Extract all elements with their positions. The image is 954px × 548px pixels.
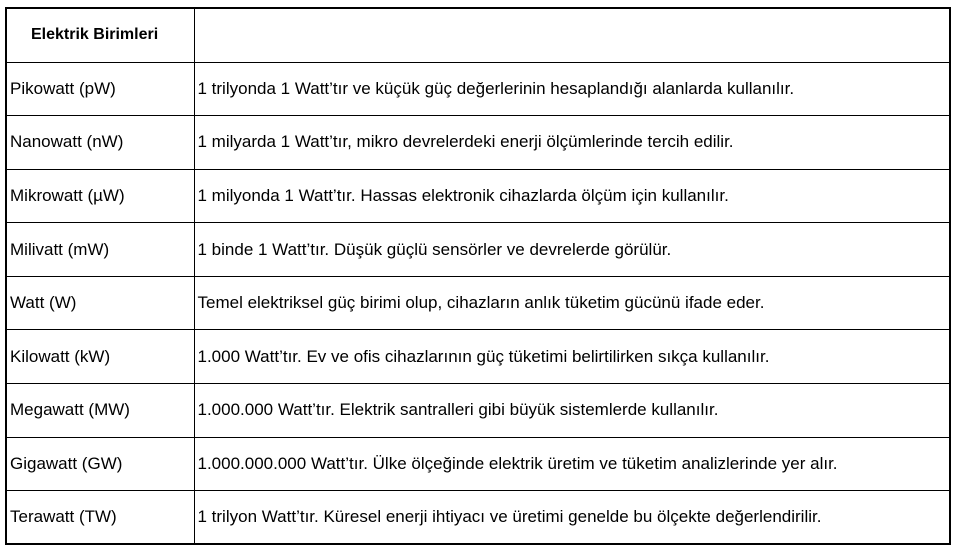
table-row [6,223,950,277]
description-cell: 1.000.000.000 Watt’tır. Ülke ölçeğinde elektrik üretim ve tüketim analizlerinde yer alır. [194,437,950,491]
description-cell: 1 binde 1 Watt’tır. Düşük güçlü sensörler ve devrelerde görülür. [194,223,950,277]
description-cell: 1.000.000 Watt’tır. Elektrik santralleri gibi büyük sistemlerde kullanılır. [194,384,950,438]
electric-units-table [5,7,951,545]
unit-cell: Gigawatt (GW) [6,437,194,491]
table-row [6,276,950,330]
unit-cell: Megawatt (MW) [6,384,194,438]
description-cell: 1.000 Watt’tır. Ev ve ofis cihazlarının güç tüketimi belirtilirken sıkça kullanılır. [194,330,950,384]
description-cell: 1 trilyonda 1 Watt’tır ve küçük güç değerlerinin hesaplandığı alanlarda kullanılır. [194,62,950,116]
table-row [6,169,950,223]
table-row [6,116,950,170]
description-cell: 1 milyonda 1 Watt’tır. Hassas elektronik cihazlarda ölçüm için kullanılır. [194,169,950,223]
unit-cell: Milivatt (mW) [6,223,194,277]
electric-units-table-container [5,7,949,545]
unit-cell: Kilowatt (kW) [6,330,194,384]
table-header-row [6,8,950,62]
table-row [6,384,950,438]
unit-cell: Pikowatt (pW) [6,62,194,116]
table-row [6,62,950,116]
header-unit-cell: Elektrik Birimleri [6,8,194,62]
table-row [6,437,950,491]
description-cell: 1 trilyon Watt’tır. Küresel enerji ihtiyacı ve üretimi genelde bu ölçekte değerlendirilir. [194,491,950,545]
unit-cell: Watt (W) [6,276,194,330]
table-row [6,491,950,545]
unit-cell: Terawatt (TW) [6,491,194,545]
header-description-cell [194,8,950,62]
unit-cell: Nanowatt (nW) [6,116,194,170]
description-cell: Temel elektriksel güç birimi olup, cihazların anlık tüketim gücünü ifade eder. [194,276,950,330]
description-cell: 1 milyarda 1 Watt’tır, mikro devrelerdeki enerji ölçümlerinde tercih edilir. [194,116,950,170]
table-row [6,330,950,384]
unit-cell: Mikrowatt (µW) [6,169,194,223]
